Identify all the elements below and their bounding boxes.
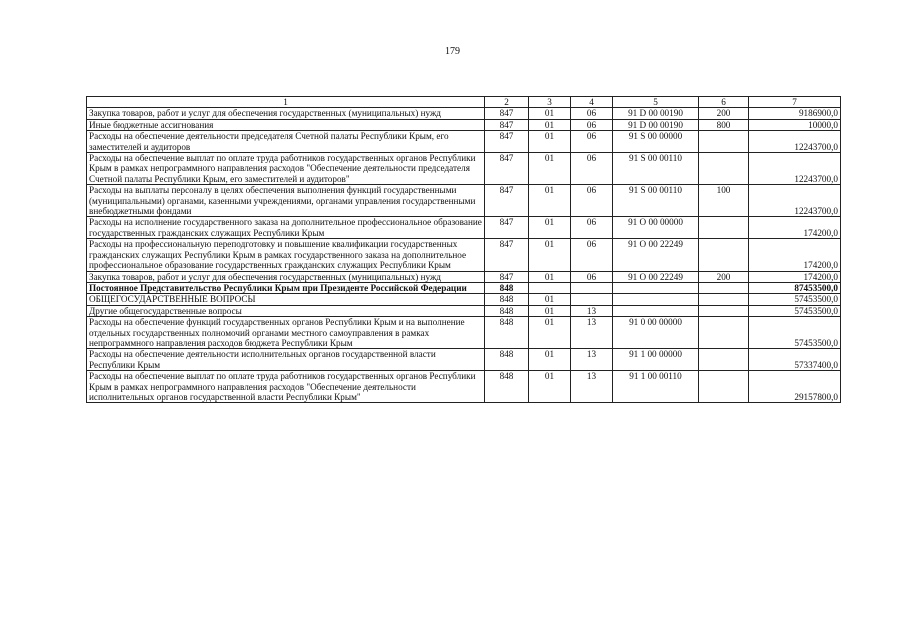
header-cell: 2: [485, 97, 529, 108]
row-c5-cell: 91 0 00 00000: [613, 317, 699, 349]
row-name-cell: Другие общегосударственные вопросы: [87, 305, 485, 316]
row-c4-cell: 06: [571, 185, 613, 217]
row-c6-cell: [699, 153, 749, 185]
table-row: [87, 317, 841, 349]
row-name-cell: Иные бюджетные ассигнования: [87, 119, 485, 130]
row-c5-cell: 91 D 00 00190: [613, 108, 699, 119]
row-name-cell: Закупка товаров, работ и услуг для обеспечения государственных (муниципальных) нужд: [87, 271, 485, 282]
row-c7-cell: 174200,0: [749, 239, 841, 271]
row-c4-cell: 06: [571, 153, 613, 185]
row-c4-cell: 06: [571, 271, 613, 282]
row-c6-cell: [699, 317, 749, 349]
row-c7-cell: 29157800,0: [749, 371, 841, 403]
row-c7-cell: 12243700,0: [749, 185, 841, 217]
row-name-cell: Расходы на выплаты персоналу в целях обеспечения выполнения функций государственными (муниципальными) органами, казенными учреждениями, органами управления государственными внебюджетными фондами: [87, 185, 485, 217]
row-name-cell: Расходы на обеспечение выплат по оплате труда работников государственных органов Республики Крым в рамках непрограммного направления расходов "Обеспечение деятельности председателя Счетной палаты Республики Крым, его заместителей и аудиторов": [87, 153, 485, 185]
header-cell: 5: [613, 97, 699, 108]
table-row: [87, 119, 841, 130]
row-c4-cell: 06: [571, 217, 613, 239]
row-c6-cell: [699, 371, 749, 403]
row-name-cell: Расходы на обеспечение деятельности исполнительных органов государственной власти Республики Крым: [87, 349, 485, 371]
row-c4-cell: 13: [571, 371, 613, 403]
page-number: 179: [445, 46, 460, 57]
table-body: [87, 97, 841, 403]
row-c6-cell: [699, 239, 749, 271]
row-c7-cell: 12243700,0: [749, 153, 841, 185]
row-c5-cell: [613, 282, 699, 293]
row-c6-cell: 100: [699, 185, 749, 217]
row-c7-cell: 174200,0: [749, 217, 841, 239]
row-c4-cell: [571, 282, 613, 293]
table-row: [87, 108, 841, 119]
row-c6-cell: [699, 131, 749, 153]
row-c2-cell: 848: [485, 282, 529, 293]
header-cell: 4: [571, 97, 613, 108]
row-c7-cell: 12243700,0: [749, 131, 841, 153]
header-cell: 7: [749, 97, 841, 108]
row-c4-cell: 13: [571, 317, 613, 349]
row-c2-cell: 848: [485, 305, 529, 316]
table-row: [87, 371, 841, 403]
row-c2-cell: 848: [485, 294, 529, 305]
table-row: [87, 217, 841, 239]
row-name-cell: Расходы на обеспечение выплат по оплате труда работников государственных органов Республики Крым в рамках непрограммного направления расходов "Обеспечение деятельности исполнительных органов государственной власти Республики Крым": [87, 371, 485, 403]
row-c6-cell: [699, 305, 749, 316]
row-c3-cell: 01: [529, 239, 571, 271]
row-c2-cell: 847: [485, 217, 529, 239]
header-cell: 1: [87, 97, 485, 108]
row-c6-cell: [699, 349, 749, 371]
header-cell: 3: [529, 97, 571, 108]
row-c5-cell: 91 1 00 00110: [613, 371, 699, 403]
row-c3-cell: 01: [529, 317, 571, 349]
row-name-cell: Постоянное Представительство Республики Крым при Президенте Российской Федерации: [87, 282, 485, 293]
row-c6-cell: [699, 282, 749, 293]
row-c4-cell: 06: [571, 131, 613, 153]
row-c6-cell: 200: [699, 271, 749, 282]
header-cell: 6: [699, 97, 749, 108]
budget-table: [86, 96, 841, 403]
row-c5-cell: 91 О 00 22249: [613, 239, 699, 271]
row-c5-cell: 91 1 00 00000: [613, 349, 699, 371]
row-c5-cell: 91 О 00 22249: [613, 271, 699, 282]
row-c2-cell: 847: [485, 131, 529, 153]
row-c3-cell: 01: [529, 131, 571, 153]
row-c4-cell: 06: [571, 119, 613, 130]
row-name-cell: Расходы на обеспечение деятельности председателя Счетной палаты Республики Крым, его заместителей и аудиторов: [87, 131, 485, 153]
table-row: [87, 239, 841, 271]
row-c6-cell: [699, 217, 749, 239]
row-c5-cell: 91 S 00 00000: [613, 131, 699, 153]
row-c4-cell: [571, 294, 613, 305]
row-c2-cell: 848: [485, 349, 529, 371]
row-c3-cell: 01: [529, 119, 571, 130]
row-c4-cell: 13: [571, 349, 613, 371]
row-c4-cell: 06: [571, 108, 613, 119]
row-c2-cell: 848: [485, 317, 529, 349]
row-c4-cell: 13: [571, 305, 613, 316]
row-c3-cell: 01: [529, 108, 571, 119]
row-c7-cell: 174200,0: [749, 271, 841, 282]
row-c5-cell: 91 D 00 00190: [613, 119, 699, 130]
row-c7-cell: 9186900,0: [749, 108, 841, 119]
row-c4-cell: 06: [571, 239, 613, 271]
row-name-cell: Расходы на исполнение государственного заказа на дополнительное профессиональное образование государственных гражданских служащих Республики Крым: [87, 217, 485, 239]
table-row: [87, 131, 841, 153]
table-row: [87, 282, 841, 293]
row-c3-cell: 01: [529, 153, 571, 185]
row-name-cell: ОБЩЕГОСУДАРСТВЕННЫЕ ВОПРОСЫ: [87, 294, 485, 305]
table-row: [87, 153, 841, 185]
row-c3-cell: 01: [529, 305, 571, 316]
row-c5-cell: 91 S 00 00110: [613, 185, 699, 217]
row-name-cell: Расходы на обеспечение функций государственных органов Республики Крым и на выполнение отдельных государственных полномочий органами местного самоуправления в рамках непрограммного направления расходов бюджета Республики Крым: [87, 317, 485, 349]
row-c3-cell: [529, 282, 571, 293]
table-row: [87, 294, 841, 305]
row-c3-cell: 01: [529, 294, 571, 305]
row-c5-cell: 91 О 00 00000: [613, 217, 699, 239]
table-row: [87, 305, 841, 316]
row-c7-cell: 57453500,0: [749, 317, 841, 349]
row-c7-cell: 57453500,0: [749, 294, 841, 305]
row-c3-cell: 01: [529, 217, 571, 239]
row-c7-cell: 57453500,0: [749, 305, 841, 316]
row-c5-cell: 91 S 00 00110: [613, 153, 699, 185]
table-row: [87, 271, 841, 282]
row-c2-cell: 847: [485, 108, 529, 119]
row-c2-cell: 847: [485, 119, 529, 130]
row-c5-cell: [613, 294, 699, 305]
row-c2-cell: 847: [485, 239, 529, 271]
row-name-cell: Закупка товаров, работ и услуг для обеспечения государственных (муниципальных) нужд: [87, 108, 485, 119]
table-row: [87, 185, 841, 217]
row-c2-cell: 848: [485, 371, 529, 403]
table-row: [87, 349, 841, 371]
row-c7-cell: 57337400,0: [749, 349, 841, 371]
header-row: [87, 97, 841, 108]
row-c3-cell: 01: [529, 349, 571, 371]
row-c5-cell: [613, 305, 699, 316]
row-c7-cell: 87453500,0: [749, 282, 841, 293]
row-c6-cell: [699, 294, 749, 305]
row-c3-cell: 01: [529, 271, 571, 282]
row-c3-cell: 01: [529, 185, 571, 217]
row-c3-cell: 01: [529, 371, 571, 403]
row-c7-cell: 10000,0: [749, 119, 841, 130]
row-c6-cell: 200: [699, 108, 749, 119]
row-c2-cell: 847: [485, 271, 529, 282]
row-c2-cell: 847: [485, 185, 529, 217]
row-name-cell: Расходы на профессиональную переподготовку и повышение квалификации государственных гражданских служащих Республики Крым в рамках государственного заказа на дополнительное профессиональное образование государственных гражданских служащих Республики Крым: [87, 239, 485, 271]
row-c2-cell: 847: [485, 153, 529, 185]
row-c6-cell: 800: [699, 119, 749, 130]
